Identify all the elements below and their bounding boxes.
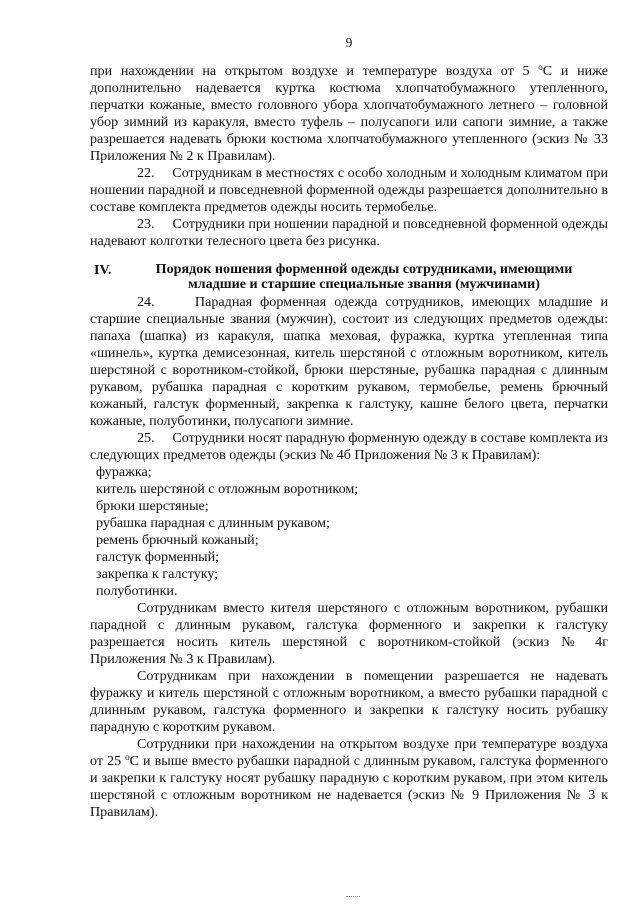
list-item: полуботинки. [96,583,178,599]
section-title: Порядок ношения форменной одежды сотрудниками, имеющими младшие и старшие специальные звания (мужчинами) [155,261,573,292]
paragraph-25 [90,430,608,464]
paragraph-25-number: 25. [137,430,155,446]
list-item: рубашка парадная с длинным рукавом; [96,515,330,531]
page-number: 9 [345,35,353,50]
paragraph-23-number: 23. [137,216,155,232]
degree-mark: о [538,62,543,72]
document-page [90,34,608,821]
section-heading [90,262,608,292]
list-item: галстук форменный; [96,549,220,565]
list-item: китель шерстяной с отложным воротником; [96,481,359,497]
paragraph-25-text: Сотрудники носят парадную форменную одежду в составе комплекта из следующих предметов одежды (эскиз № 4б Приложения № 3 к Правилам): [90,430,608,463]
paragraph-continuation-part2: С и ниже дополнительно надевается куртка костюма хлопчатобумажного утепленного, перчатки кожаные, вместо головного убора хлопчатобумажного летнего – головной убор зимний из каракуля, вместо туфель – полусапоги или сапоги зимние, а также разрешается надевать брюки костюма хлопчатобумажного утепленного (эскиз № 33 Приложения № 2 к Правилам). [90,63,608,164]
section-number: IV. [94,262,112,278]
paragraph-indoors: Сотрудникам при нахождении в помещении разрешается не надевать фуражку и китель шерстяной с отложным воротником, а вместо рубашки парадной с длинным рукавом, галстука форменного и закрепки к галстуку носить рубашку парадную с коротким рукавом. [90,668,608,735]
paragraph-outdoors-part1: Сотрудники при нахождении на открытом воздухе при температуре воздуха от 25 [90,736,608,769]
paragraph-24 [90,294,608,430]
paragraph-23 [90,216,608,250]
paragraph-22-text: Сотрудникам в местностях с особо холодным и холодным климатом при ношении парадной и повседневной форменной одежды разрешается дополнительно в составе комплекта предметов одежды носить термобелье. [90,165,609,215]
list-item: брюки шерстяные; [96,498,209,514]
list-item: закрепка к галстуку; [96,566,219,582]
paragraph-22-number: 22. [137,165,155,181]
degree-mark: о [125,752,130,762]
list-item: фуражка; [96,464,152,480]
paragraph-24-text: Парадная форменная одежда сотрудников, имеющих младшие и старшие специальные звания (мужчин), состоит из следующих предметов одежды: папаха (шапка) из каракуля, шапка меховая, фуражка, куртка утепленная типа «шинель», куртка демисезонная, китель шерстяной с отложным воротником, китель шерстяной с воротником-стойкой, брюки шерстяные, рубашка парадная с длинным рукавом, рубашка парадная с коротким рукавом, термобелье, ремень брючный кожаный, галстук форменный, закрепка к галстуку, кашне белого цвета, перчатки кожаные, полуботинки, полусапоги зимние. [90,294,608,429]
paragraph-24-number: 24. [137,294,155,310]
paragraph-outdoors-part2: С и выше вместо рубашки парадной с длинным рукавом, галстука форменного и закрепки к галстуку носят рубашку парадную с коротким рукавом, при этом китель шерстяной с отложным воротником не надевается (эскиз № 9 Приложения № 3 к Правилам). [90,753,608,820]
scan-mark [346,896,360,900]
paragraph-instead-of-kitel: Сотрудникам вместо кителя шерстяного с отложным воротником, рубашки парадной с длинным рукавом, галстука форменного и закрепки к галстуку разрешается носить китель шерстяной с воротником-стойкой (эскиз № 4г Приложения № 3 к Правилам). [90,600,608,667]
paragraph-23-text: Сотрудники при ношении парадной и повседневной форменной одежды надевают колготки телесного цвета без рисунка. [90,216,608,249]
items-list [90,464,608,600]
paragraph-continuation [90,63,608,165]
list-item: ремень брючный кожаный; [96,532,259,548]
paragraph-22 [90,165,608,216]
paragraph-outdoors [90,736,608,821]
paragraph-continuation-part1: при нахождении на открытом воздухе и температуре воздуха от 5 [90,63,539,79]
